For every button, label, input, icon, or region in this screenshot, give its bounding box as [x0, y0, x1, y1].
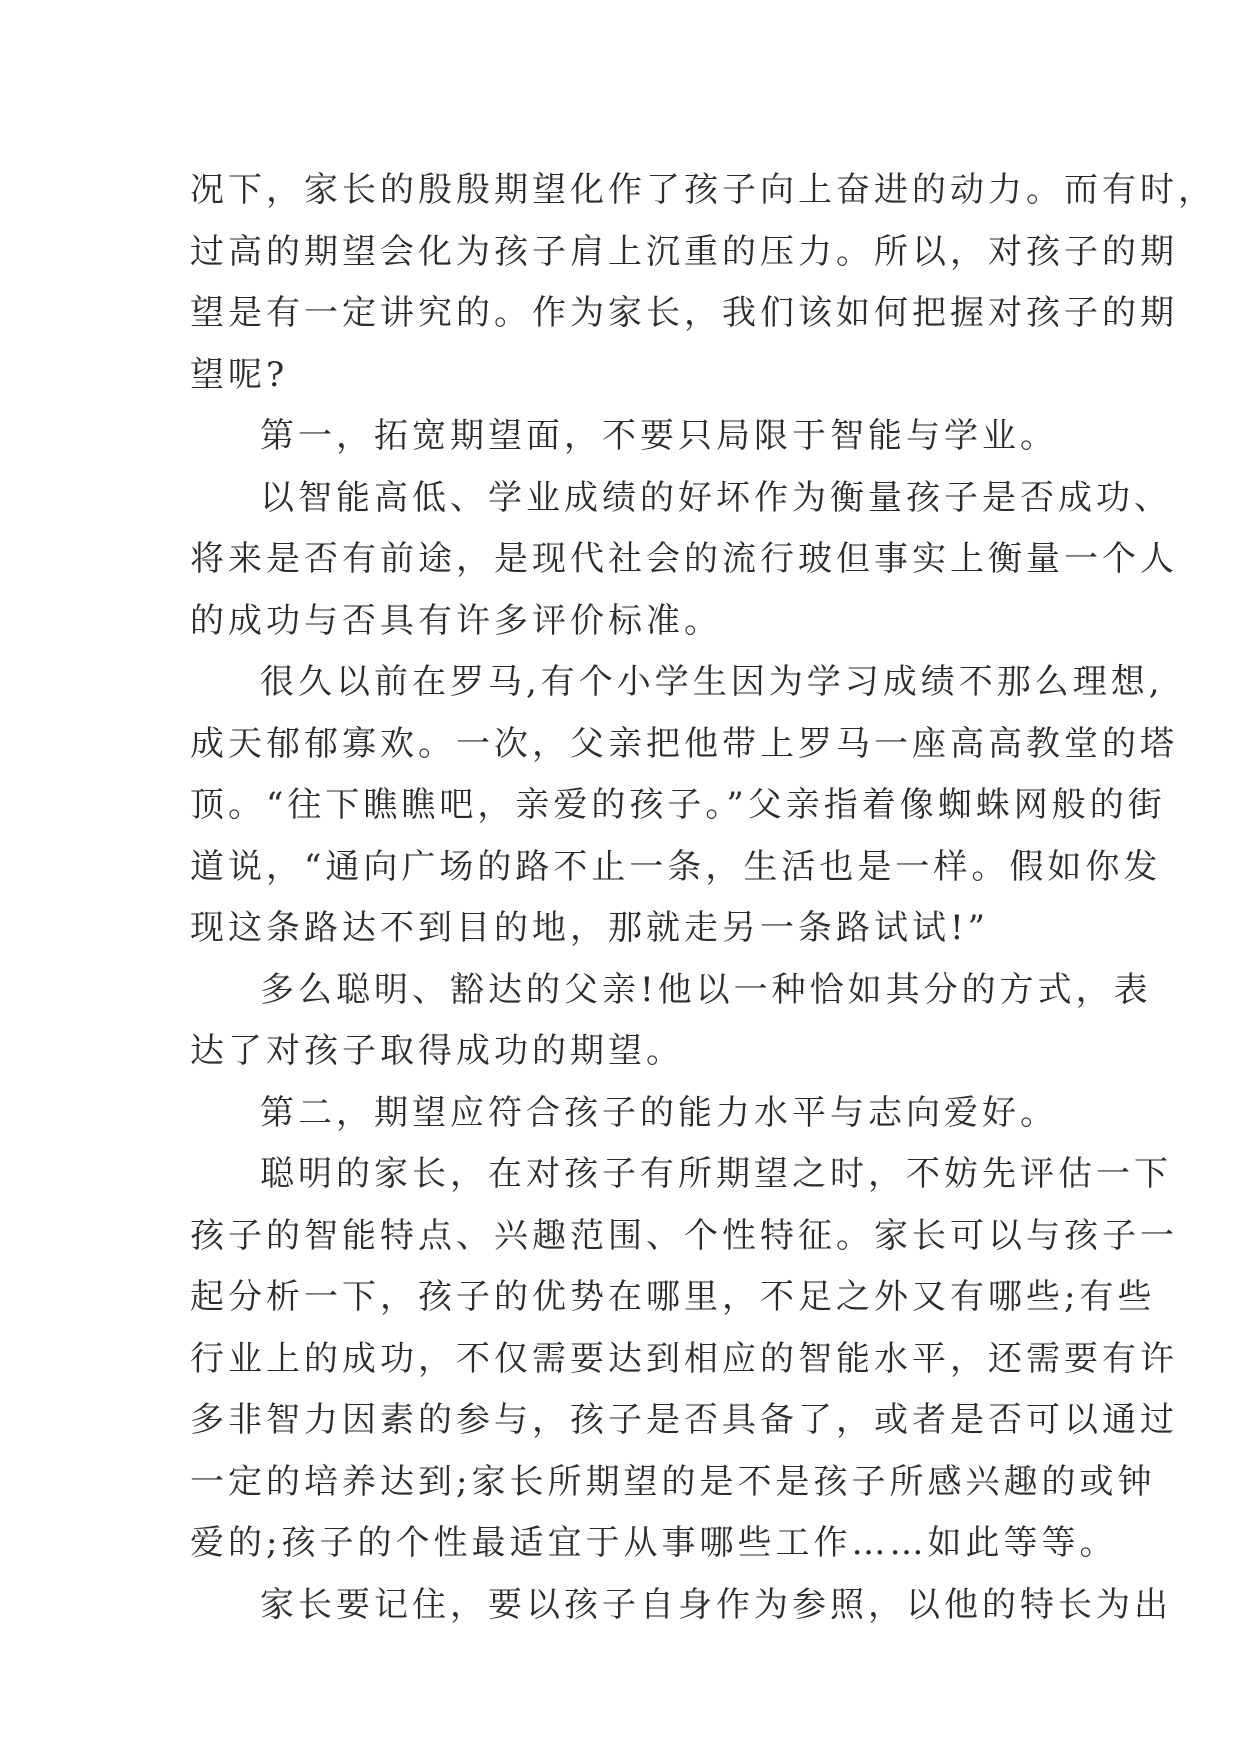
text-line: 起分析一下，孩子的优势在哪里，不足之外又有哪些;有些	[190, 1277, 1156, 1317]
body-text	[190, 160, 1216, 1636]
text-line: 望呢?	[190, 354, 289, 395]
text-line: 一定的培养达到;家长所期望的是不是孩子所感兴趣的或钟	[190, 1461, 1156, 1502]
text-line: 道说，“通向广场的路不止一条，生活也是一样。假如你发	[190, 846, 1162, 887]
text-line: 以智能高低、学业成绩的好坏作为衡量孩子是否成功、	[260, 477, 1172, 518]
text-line: 望是有一定讲究的。作为家长，我们该如何把握对孩子的期	[190, 293, 1178, 333]
text-line: 的成功与否具有许多评价标准。	[190, 600, 722, 641]
text-line: 现这条路达不到目的地，那就走另一条路试试!”	[190, 908, 990, 948]
text-line: 很久以前在罗马,有个小学生因为学习成绩不那么理想,	[260, 662, 1164, 702]
text-line: 行业上的成功，不仅需要达到相应的智能水平，还需要有许	[190, 1338, 1178, 1379]
text-line: 成天郁郁寡欢。一次，父亲把他带上罗马一座高高教堂的塔	[190, 723, 1178, 764]
text-line: 爱的;孩子的个性最适宜于从事哪些工作……如此等等。	[190, 1523, 1118, 1563]
text-line: 第二，期望应符合孩子的能力水平与志向爱好。	[260, 1092, 1058, 1133]
text-line: 将来是否有前途，是现代社会的流行玻但事实上衡量一个人	[190, 539, 1178, 579]
text-line: 第一，拓宽期望面，不要只局限于智能与学业。	[260, 416, 1058, 456]
text-line: 多非智力因素的参与，孩子是否具备了，或者是否可以通过	[190, 1400, 1178, 1440]
text-line: 家长要记住，要以孩子自身作为参照，以他的特长为出	[260, 1584, 1172, 1625]
text-line: 达了对孩子取得成功的期望。	[190, 1031, 684, 1071]
text-line: 过高的期望会化为孩子肩上沉重的压力。所以，对孩子的期	[190, 231, 1178, 272]
text-line: 聪明的家长，在对孩子有所期望之时，不妨先评估一下	[260, 1154, 1172, 1194]
text-line: 多么聪明、豁达的父亲!他以一种恰如其分的方式，表	[260, 969, 1152, 1010]
text-line: 孩子的智能特点、兴趣范围、个性特征。家长可以与孩子一	[190, 1215, 1178, 1256]
text-line: 况下，家长的殷殷期望化作了孩子向上奋进的动力。而有时，	[190, 170, 1216, 210]
text-line: 顶。“往下瞧瞧吧，亲爱的孩子。”父亲指着像蜘蛛网般的街	[190, 785, 1166, 825]
